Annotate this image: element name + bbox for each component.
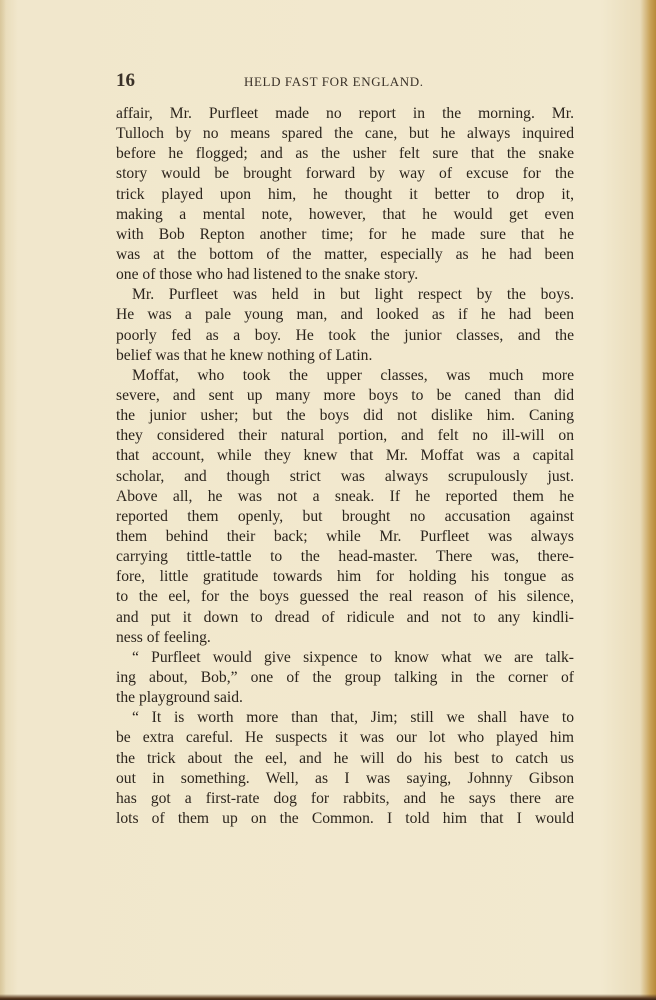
text-line: affair, Mr. Purfleet made no report in the morning. Mr. bbox=[116, 105, 574, 122]
text-line: poorly fed as a boy. He took the junior classes, and the bbox=[116, 326, 574, 344]
text-line: that account, while they knew that Mr. Moffat was a capital bbox=[116, 447, 574, 465]
text-line: out in something. Well, as I was saying, Johnny Gibson bbox=[116, 769, 574, 787]
text-line: Moffat, who took the upper classes, was much more bbox=[132, 366, 574, 384]
text-line: they considered their natural portion, and felt no ill-will on bbox=[116, 427, 574, 445]
text-line: was at the bottom of the matter, especially as he had been bbox=[116, 245, 574, 263]
running-head: HELD FAST FOR ENGLAND. bbox=[244, 74, 424, 89]
text-line: with Bob Repton another time; for he made sure that he bbox=[116, 225, 574, 243]
text-line: fore, little gratitude towards him for holding his tongue as bbox=[116, 568, 574, 586]
text-line: before he flogged; and as the usher felt sure that the snake bbox=[116, 145, 574, 163]
text-line: and put it down to dread of ridicule and not to any kindli- bbox=[116, 608, 574, 626]
text-line: Mr. Purfleet was held in but light respect by the boys. bbox=[132, 286, 574, 304]
text-line: the playground said. bbox=[116, 689, 243, 707]
page-number: 16 bbox=[116, 70, 135, 91]
text-line: He was a pale young man, and looked as if he had been bbox=[116, 306, 574, 324]
page-header bbox=[116, 70, 574, 94]
text-line: reported them openly, but brought no accusation against bbox=[116, 507, 574, 525]
page-bottom-edge bbox=[0, 994, 656, 1000]
text-line: ing about, Bob,” one of the group talking in the corner of bbox=[116, 668, 574, 686]
text-line: Tulloch by no means spared the cane, but he always inquired bbox=[116, 125, 574, 143]
text-line: trick played upon him, he thought it better to drop it, bbox=[116, 185, 574, 203]
text-line: belief was that he knew nothing of Latin. bbox=[116, 346, 373, 364]
text-line: one of those who had listened to the snake story. bbox=[116, 266, 419, 284]
text-line: severe, and sent up many more boys to be caned than did bbox=[116, 386, 574, 404]
text-line: Above all, he was not a sneak. If he reported them he bbox=[116, 487, 574, 505]
text-line: be extra careful. He suspects it was our lot who played him bbox=[116, 729, 574, 747]
text-line: scholar, and though strict was always scrupulously just. bbox=[116, 467, 574, 485]
text-line: the junior usher; but the boys did not dislike him. Caning bbox=[116, 407, 574, 425]
page-gutter-shadow bbox=[0, 0, 6, 1000]
text-line: ness of feeling. bbox=[116, 628, 211, 646]
text-line: carrying tittle-tattle to the head-master. There was, there- bbox=[116, 548, 574, 566]
text-line: “ It is worth more than that, Jim; still we shall have to bbox=[132, 709, 574, 727]
body-text bbox=[116, 104, 574, 829]
text-line: them behind their back; while Mr. Purfleet was always bbox=[116, 527, 574, 545]
text-line: making a mental note, however, that he would get even bbox=[116, 205, 574, 223]
text-line: has got a first-rate dog for rabbits, and he says there are bbox=[116, 789, 574, 807]
text-line: story would be brought forward by way of excuse for the bbox=[116, 165, 574, 183]
text-line: “ Purfleet would give sixpence to know what we are talk- bbox=[132, 648, 574, 666]
text-line: lots of them up on the Common. I told him that I would bbox=[116, 809, 574, 827]
text-line: to the eel, for the boys guessed the real reason of his silence, bbox=[116, 588, 574, 606]
text-line: the trick about the eel, and he will do his best to catch us bbox=[116, 749, 574, 767]
